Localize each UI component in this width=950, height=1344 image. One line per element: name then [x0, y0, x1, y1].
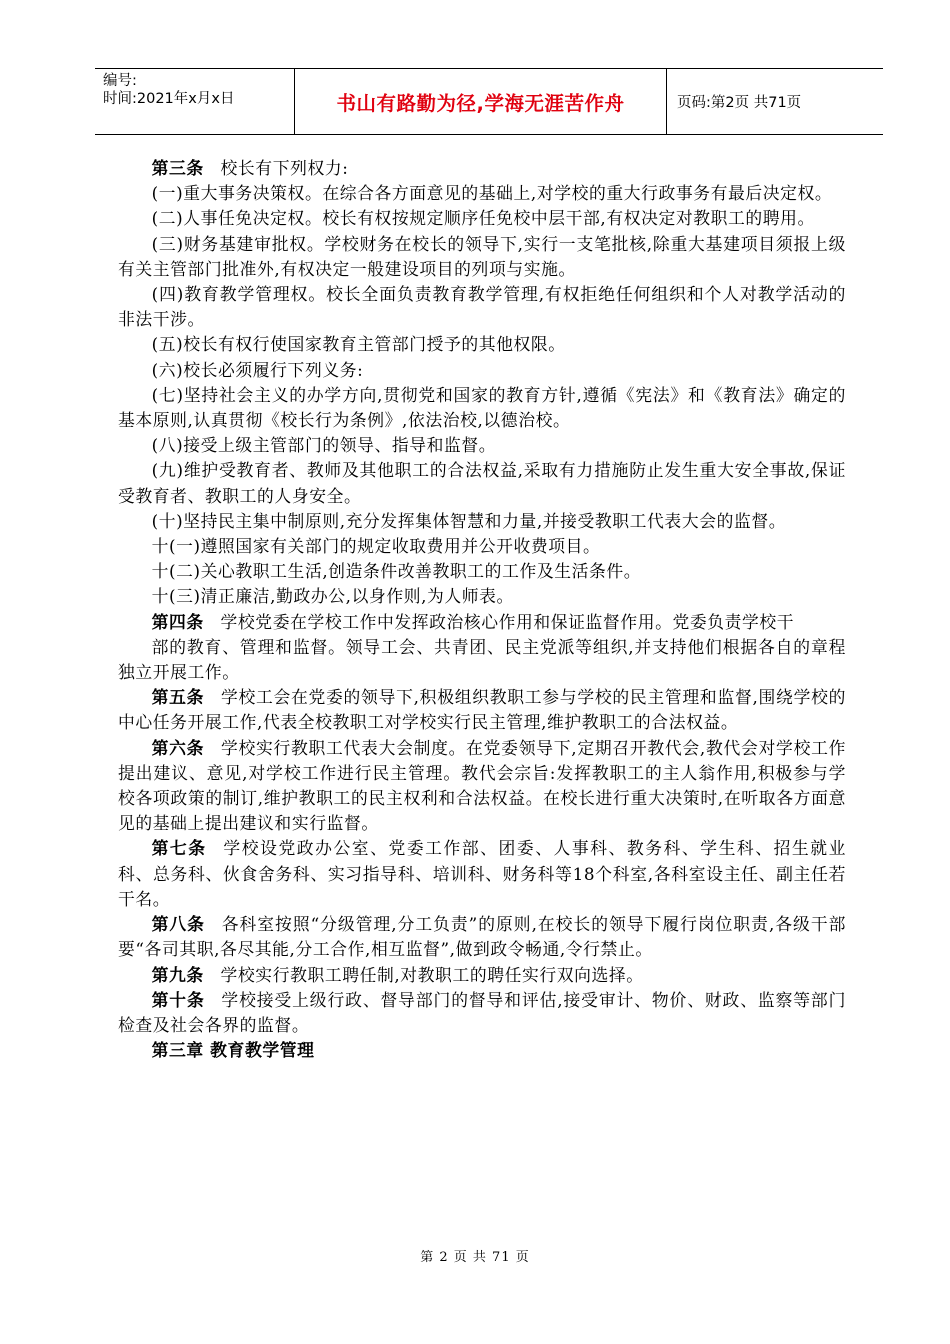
- document-body: [118, 156, 846, 1063]
- article-3-label: 第三条: [151, 158, 204, 178]
- article-8-text: 各科室按照“分级管理,分工负责”的原则,在校长的领导下履行岗位职责,各级干部要“各司其职,各尽其能,分工合作,相互监督”,做到政令畅通,令行禁止。: [118, 914, 846, 960]
- article-5: [118, 685, 846, 735]
- header-motto: 书山有路勤为径,学海无涯苦作舟: [295, 69, 667, 134]
- article-6: [118, 736, 846, 837]
- item-5: (五)校长有权行使国家教育主管部门授予的其他权限。: [151, 334, 566, 355]
- item-2: (二)人事任免决定权。校长有权按规定顺序任免校中层干部,有权决定对教职工的聘用。: [151, 208, 815, 229]
- item-6: (六)校长必须履行下列义务:: [151, 359, 364, 380]
- article-8-label: 第八条: [151, 914, 205, 935]
- document-number-label: 编号:: [103, 73, 137, 89]
- article-8: [118, 912, 846, 962]
- item-7: (七)坚持社会主义的办学方向,贯彻党和国家的教育方针,遵循《宪法》和《教育法》确定的基本原则,认真贯彻《校长行为条例》,依法治校,以德治校。: [118, 384, 846, 431]
- item-8: (八)接受上级主管部门的领导、指导和监督。: [151, 435, 497, 456]
- article-7: [118, 836, 846, 912]
- article-6-text: 学校实行教职工代表大会制度。在党委领导下,定期召开教代会,教代会对学校工作提出建议、意见,对学校工作进行民主管理。教代会宗旨:发挥教职工的主人翁作用,积极参与学校各项政策的制订,维护教职工的民主权利和合法权益。在校长进行重大决策时,在听取各方面意见的基础上提出建议和实行监督。: [118, 737, 847, 834]
- item-4: (四)教育教学管理权。校长全面负责教育教学管理,有权拒绝任何组织和个人对教学活动的非法干涉。: [118, 284, 846, 330]
- page-header: [95, 68, 883, 135]
- article-4: [118, 610, 846, 635]
- article-10-text: 学校接受上级行政、督导部门的督导和评估,接受审计、物价、财政、监察等部门检查及社会各界的监督。: [118, 989, 846, 1035]
- article-9: [118, 963, 846, 988]
- chapter-heading: 第三章 教育教学管理: [151, 1040, 315, 1061]
- header-page-label: 页码:第2页 共71页: [677, 95, 802, 111]
- article-9-text: 学校实行教职工聘任制,对教职工的聘任实行双向选择。: [220, 964, 644, 985]
- article-3: [118, 156, 846, 181]
- article-10-label: 第十条: [151, 989, 205, 1010]
- article-4-text: 学校党委在学校工作中发挥政治核心作用和保证监督作用。党委负责学校干: [220, 611, 795, 632]
- item-3: (三)财务基建审批权。学校财务在校长的领导下,实行一支笔批核,除重大基建项目须报上级有关主管部门批准外,有权决定一般建设项目的列项与实施。: [118, 233, 846, 279]
- article-10: [118, 988, 846, 1038]
- item-12: 十(二)关心教职工生活,创造条件改善教职工的工作及生活条件。: [151, 561, 642, 582]
- item-9: (九)维护受教育者、教师及其他职工的合法权益,采取有力措施防止发生重大安全事故,保证受教育者、教职工的人身安全。: [118, 460, 846, 506]
- article-7-label: 第七条: [151, 838, 207, 859]
- item-11: 十(一)遵照国家有关部门的规定收取费用并公开收费项目。: [151, 536, 601, 557]
- article-4-label: 第四条: [151, 611, 204, 632]
- article-4-continued: 部的教育、管理和监督。领导工会、共青团、民主党派等组织,并支持他们根据各自的章程独立开展工作。: [118, 636, 846, 683]
- article-7-text: 学校设党政办公室、党委工作部、团委、人事科、教务科、学生科、招生就业科、总务科、伙食舍务科、实习指导科、培训科、财务科等18个科室,各科室设主任、副主任若干名。: [118, 838, 846, 909]
- header-meta: [95, 69, 295, 134]
- page-footer: 第 2 页 共 71 页: [420, 1250, 530, 1265]
- document-time-label: 时间:2021年x月x日: [103, 91, 235, 107]
- article-5-text: 学校工会在党委的领导下,积极组织教职工参与学校的民主管理和监督,围绕学校的中心任务开展工作,代表全校教职工对学校实行民主管理,维护教职工的合法权益。: [118, 687, 846, 733]
- article-6-label: 第六条: [151, 737, 205, 758]
- article-5-label: 第五条: [151, 687, 205, 708]
- item-1: (一)重大事务决策权。在综合各方面意见的基础上,对学校的重大行政事务有最后决定权。: [151, 183, 833, 204]
- article-9-label: 第九条: [151, 964, 204, 985]
- article-3-text: 校长有下列权力:: [220, 158, 349, 178]
- item-13: 十(三)清正廉洁,勤政办公,以身作则,为人师表。: [151, 586, 514, 607]
- item-10: (十)坚持民主集中制原则,充分发挥集体智慧和力量,并接受教职工代表大会的监督。: [151, 510, 787, 531]
